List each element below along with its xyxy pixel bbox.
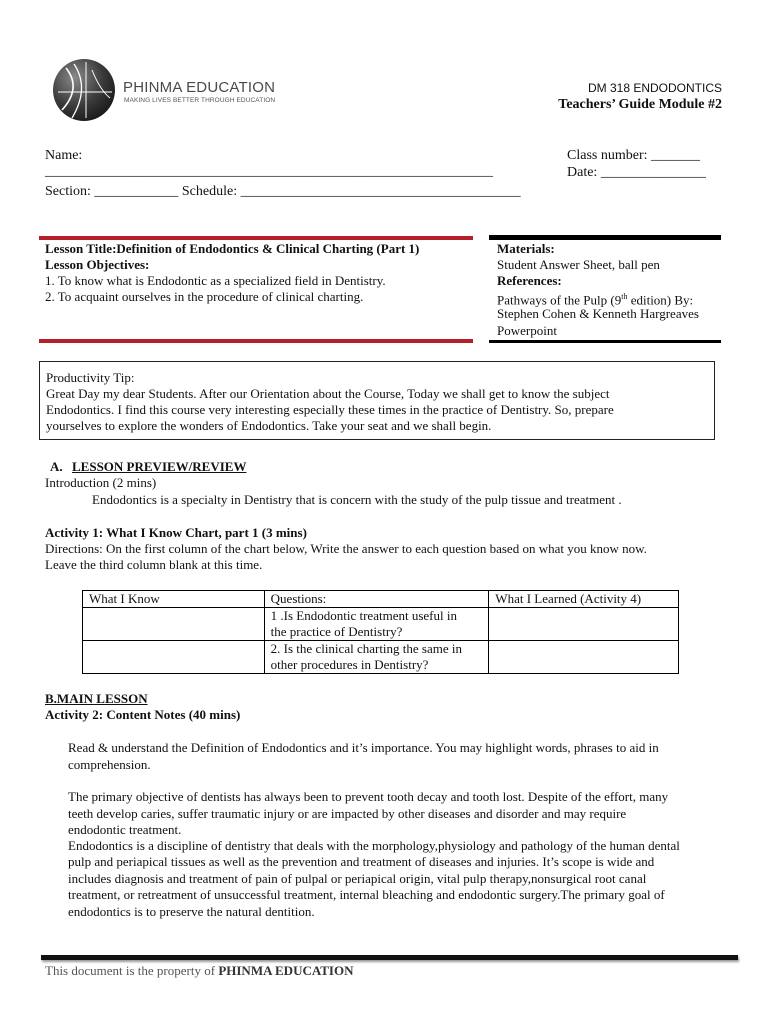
learned-cell[interactable]: [489, 608, 679, 641]
lesson-title: Lesson Title:Definition of Endodontics & Clinical Charting (Part 1): [45, 241, 420, 256]
column-header: Questions:: [264, 591, 489, 608]
reference-edition-suffix: th: [621, 292, 628, 301]
brand-tagline: MAKING LIVES BETTER THROUGH EDUCATION: [124, 97, 276, 104]
paragraph-line: Read & understand the Definition of Endodontics and it’s importance. You may highlight words, phrases to aid in: [68, 740, 659, 755]
question-cell: [264, 641, 489, 674]
objective-2: 2. To acquaint ourselves in the procedure of clinical charting.: [45, 289, 364, 304]
learned-cell[interactable]: [489, 641, 679, 674]
materials-text: Student Answer Sheet, ball pen: [497, 257, 660, 272]
column-header: What I Know: [83, 591, 265, 608]
what-i-know-chart: [82, 590, 679, 674]
activity-1-directions: Directions: On the first column of the chart below, Write the answer to each question based on what you know now.: [45, 541, 647, 556]
lesson-bottom-rule: [39, 339, 473, 343]
lesson-top-rule: [39, 236, 473, 240]
table-header-row: [83, 591, 679, 608]
course-code: DM 318 ENDODONTICS: [587, 81, 722, 95]
tip-line: yourselves to explore the wonders of Endodontics. Take your seat and we shall begin.: [46, 418, 492, 433]
materials-heading: Materials:: [497, 241, 555, 256]
activity-1-directions: Leave the third column blank at this time.: [45, 557, 263, 572]
section-a-marker: A.: [50, 459, 63, 474]
question-text: 2. Is the clinical charting the same in: [270, 641, 462, 656]
reference-line-3: Powerpoint: [497, 323, 557, 338]
question-text: 1 .Is Endodontic treatment useful in: [270, 608, 457, 623]
intro-label: Introduction (2 mins): [45, 475, 157, 490]
paragraph-line: endodontic treatment.: [68, 822, 182, 837]
column-header: What I Learned (Activity 4): [489, 591, 679, 608]
section-b-heading: B.MAIN LESSON: [45, 691, 148, 706]
reference-book-title: Pathways of the Pulp (9: [497, 292, 622, 308]
question-cell: [264, 608, 489, 641]
materials-top-rule: [489, 235, 721, 240]
question-text: other procedures in Dentistry?: [270, 657, 429, 672]
materials-bottom-rule: [489, 340, 721, 343]
tip-line: Great Day my dear Students. After our Orientation about the Course, Today we shall get to know the subject: [46, 386, 610, 401]
footer-text: [45, 963, 354, 979]
paragraph-line: pulp and periapical tissues as well as the prevention and treatment of diseases and injuries. It’s scope is wide and: [68, 854, 655, 869]
intro-text: Endodontics is a specialty in Dentistry that is concern with the study of the pulp tissue and treatment .: [92, 492, 622, 507]
reference-line-2: Stephen Cohen & Kenneth Hargreaves: [497, 306, 699, 321]
paragraph-line: includes diagnosis and treatment of pain of pulpal or periapical origin, vital pulp therapy,nonsurgical root canal: [68, 871, 647, 886]
activity-2-heading: Activity 2: Content Notes (40 mins): [45, 707, 241, 722]
productivity-tip-box: [39, 361, 715, 440]
phinma-logo-icon: [52, 58, 116, 122]
date-field: Date: _______________: [567, 165, 706, 180]
know-answer-cell[interactable]: [83, 608, 265, 641]
name-underline: ________________________________________________________________: [45, 164, 493, 179]
paragraph-line: The primary objective of dentists has always been to prevent tooth decay and tooth lost. Despite of the effort, many: [68, 789, 669, 804]
paragraph-line: comprehension.: [68, 757, 151, 772]
section-a-heading: LESSON PREVIEW/REVIEW: [72, 459, 247, 474]
guide-title: Teachers’ Guide Module #2: [558, 97, 722, 112]
paragraph-line: treatment, or retreatment of unsuccessful treatment, internal bleaching and endodontic surgery.The primary goal of: [68, 887, 665, 902]
references-heading: References:: [497, 273, 562, 288]
table-row: [83, 608, 679, 641]
footer-rule: [41, 955, 738, 960]
paragraph-line: teeth develop caries, suffer traumatic injury or are impacted by other diseases and disorder and may require: [68, 806, 627, 821]
paragraph-line: endodontics is to preserve the natural dentition.: [68, 904, 315, 919]
footer-prefix: This document is the property of: [45, 963, 219, 978]
table-row: [83, 641, 679, 674]
brand-name: PHINMA EDUCATION: [123, 79, 276, 96]
reference-book-by: edition) By:: [627, 292, 694, 308]
paragraph-line: Endodontics is a discipline of dentistry that deals with the morphology,physiology and pathology of the human dental: [68, 838, 680, 853]
activity-1-heading: Activity 1: What I Know Chart, part 1 (3 mins): [45, 525, 307, 540]
objectives-heading: Lesson Objectives:: [45, 257, 150, 272]
know-answer-cell[interactable]: [83, 641, 265, 674]
footer-owner: PHINMA EDUCATION: [218, 963, 354, 978]
tip-heading: Productivity Tip:: [46, 370, 135, 385]
objective-1: 1. To know what is Endodontic as a specialized field in Dentistry.: [45, 273, 386, 288]
class-number-field: Class number: _______: [567, 148, 700, 163]
name-label: Name:: [45, 148, 83, 163]
tip-line: Endodontics. I find this course very interesting especially these times in the practice of Dentistry. So, prepare: [46, 402, 614, 417]
question-text: the practice of Dentistry?: [270, 624, 403, 639]
section-schedule-field: Section: ____________ Schedule: ________________________________________: [45, 184, 521, 199]
